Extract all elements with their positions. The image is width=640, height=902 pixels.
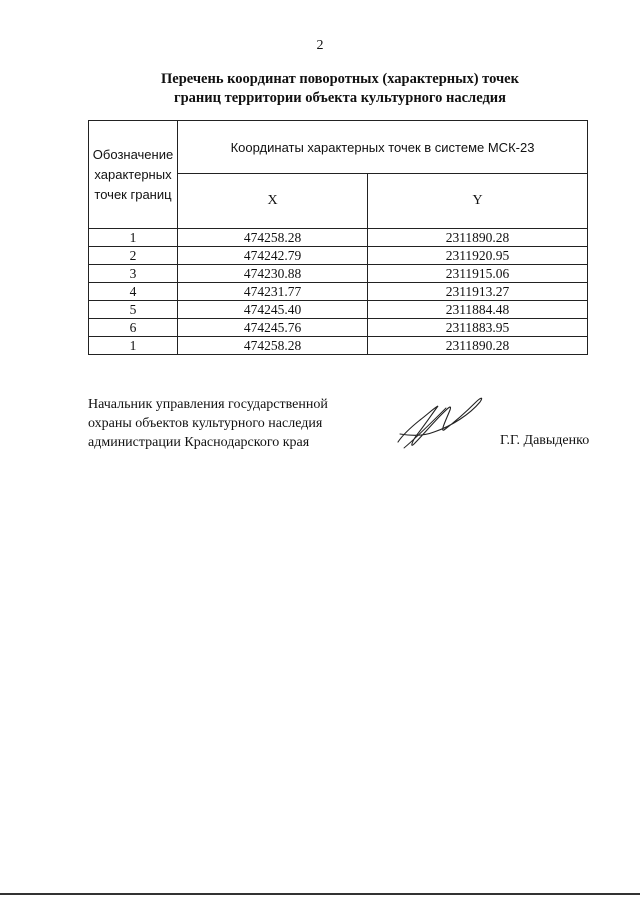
table-row (89, 229, 588, 247)
x-cell: 474258.28 (178, 337, 368, 355)
y-cell: 2311883.95 (368, 319, 588, 337)
x-cell: 474242.79 (178, 247, 368, 265)
page-number: 2 (316, 38, 324, 53)
y-cell: 2311890.28 (368, 337, 588, 355)
point-cell: 2 (89, 247, 178, 265)
title-line-1: Перечень координат поворотных (характерных) точек (161, 71, 519, 87)
coordinate-system-header: Координаты характерных точек в системе МСК-23 (178, 121, 588, 174)
y-cell: 2311890.28 (368, 229, 588, 247)
footer-rule (0, 893, 640, 895)
y-cell: 2311884.48 (368, 301, 588, 319)
x-cell: 474231.77 (178, 283, 368, 301)
point-cell: 6 (89, 319, 178, 337)
point-cell: 5 (89, 301, 178, 319)
point-cell: 1 (89, 337, 178, 355)
document-title (60, 70, 620, 108)
position-line-2: охраны объектов культурного наследия (88, 416, 323, 431)
table-row (89, 301, 588, 319)
x-cell: 474245.76 (178, 319, 368, 337)
table-row (89, 283, 588, 301)
table-row (89, 247, 588, 265)
x-cell: 474258.28 (178, 229, 368, 247)
y-cell: 2311913.27 (368, 283, 588, 301)
designation-header (89, 121, 178, 229)
table-row (89, 319, 588, 337)
table-row (89, 265, 588, 283)
designation-header-line-2: характерных (94, 166, 172, 182)
x-cell: 474245.40 (178, 301, 368, 319)
designation-header-line-3: точек границ (94, 186, 172, 202)
point-cell: 4 (89, 283, 178, 301)
position-line-1: Начальник управления государственной (88, 397, 328, 412)
signatory-name: Г.Г. Давыденко (500, 433, 590, 448)
table-row (89, 337, 588, 355)
point-cell: 1 (89, 229, 178, 247)
point-cell: 3 (89, 265, 178, 283)
title-line-2: границ территории объекта культурного наследия (174, 90, 506, 106)
y-cell: 2311915.06 (368, 265, 588, 283)
designation-header-line-1: Обозначение (92, 146, 174, 162)
signatory-position (88, 395, 388, 452)
handwritten-signature (380, 392, 490, 454)
position-line-3: администрации Краснодарского края (88, 435, 310, 450)
x-column-header: X (178, 174, 368, 229)
coordinates-table (88, 120, 588, 355)
y-cell: 2311920.95 (368, 247, 588, 265)
y-column-header: Y (368, 174, 588, 229)
x-cell: 474230.88 (178, 265, 368, 283)
